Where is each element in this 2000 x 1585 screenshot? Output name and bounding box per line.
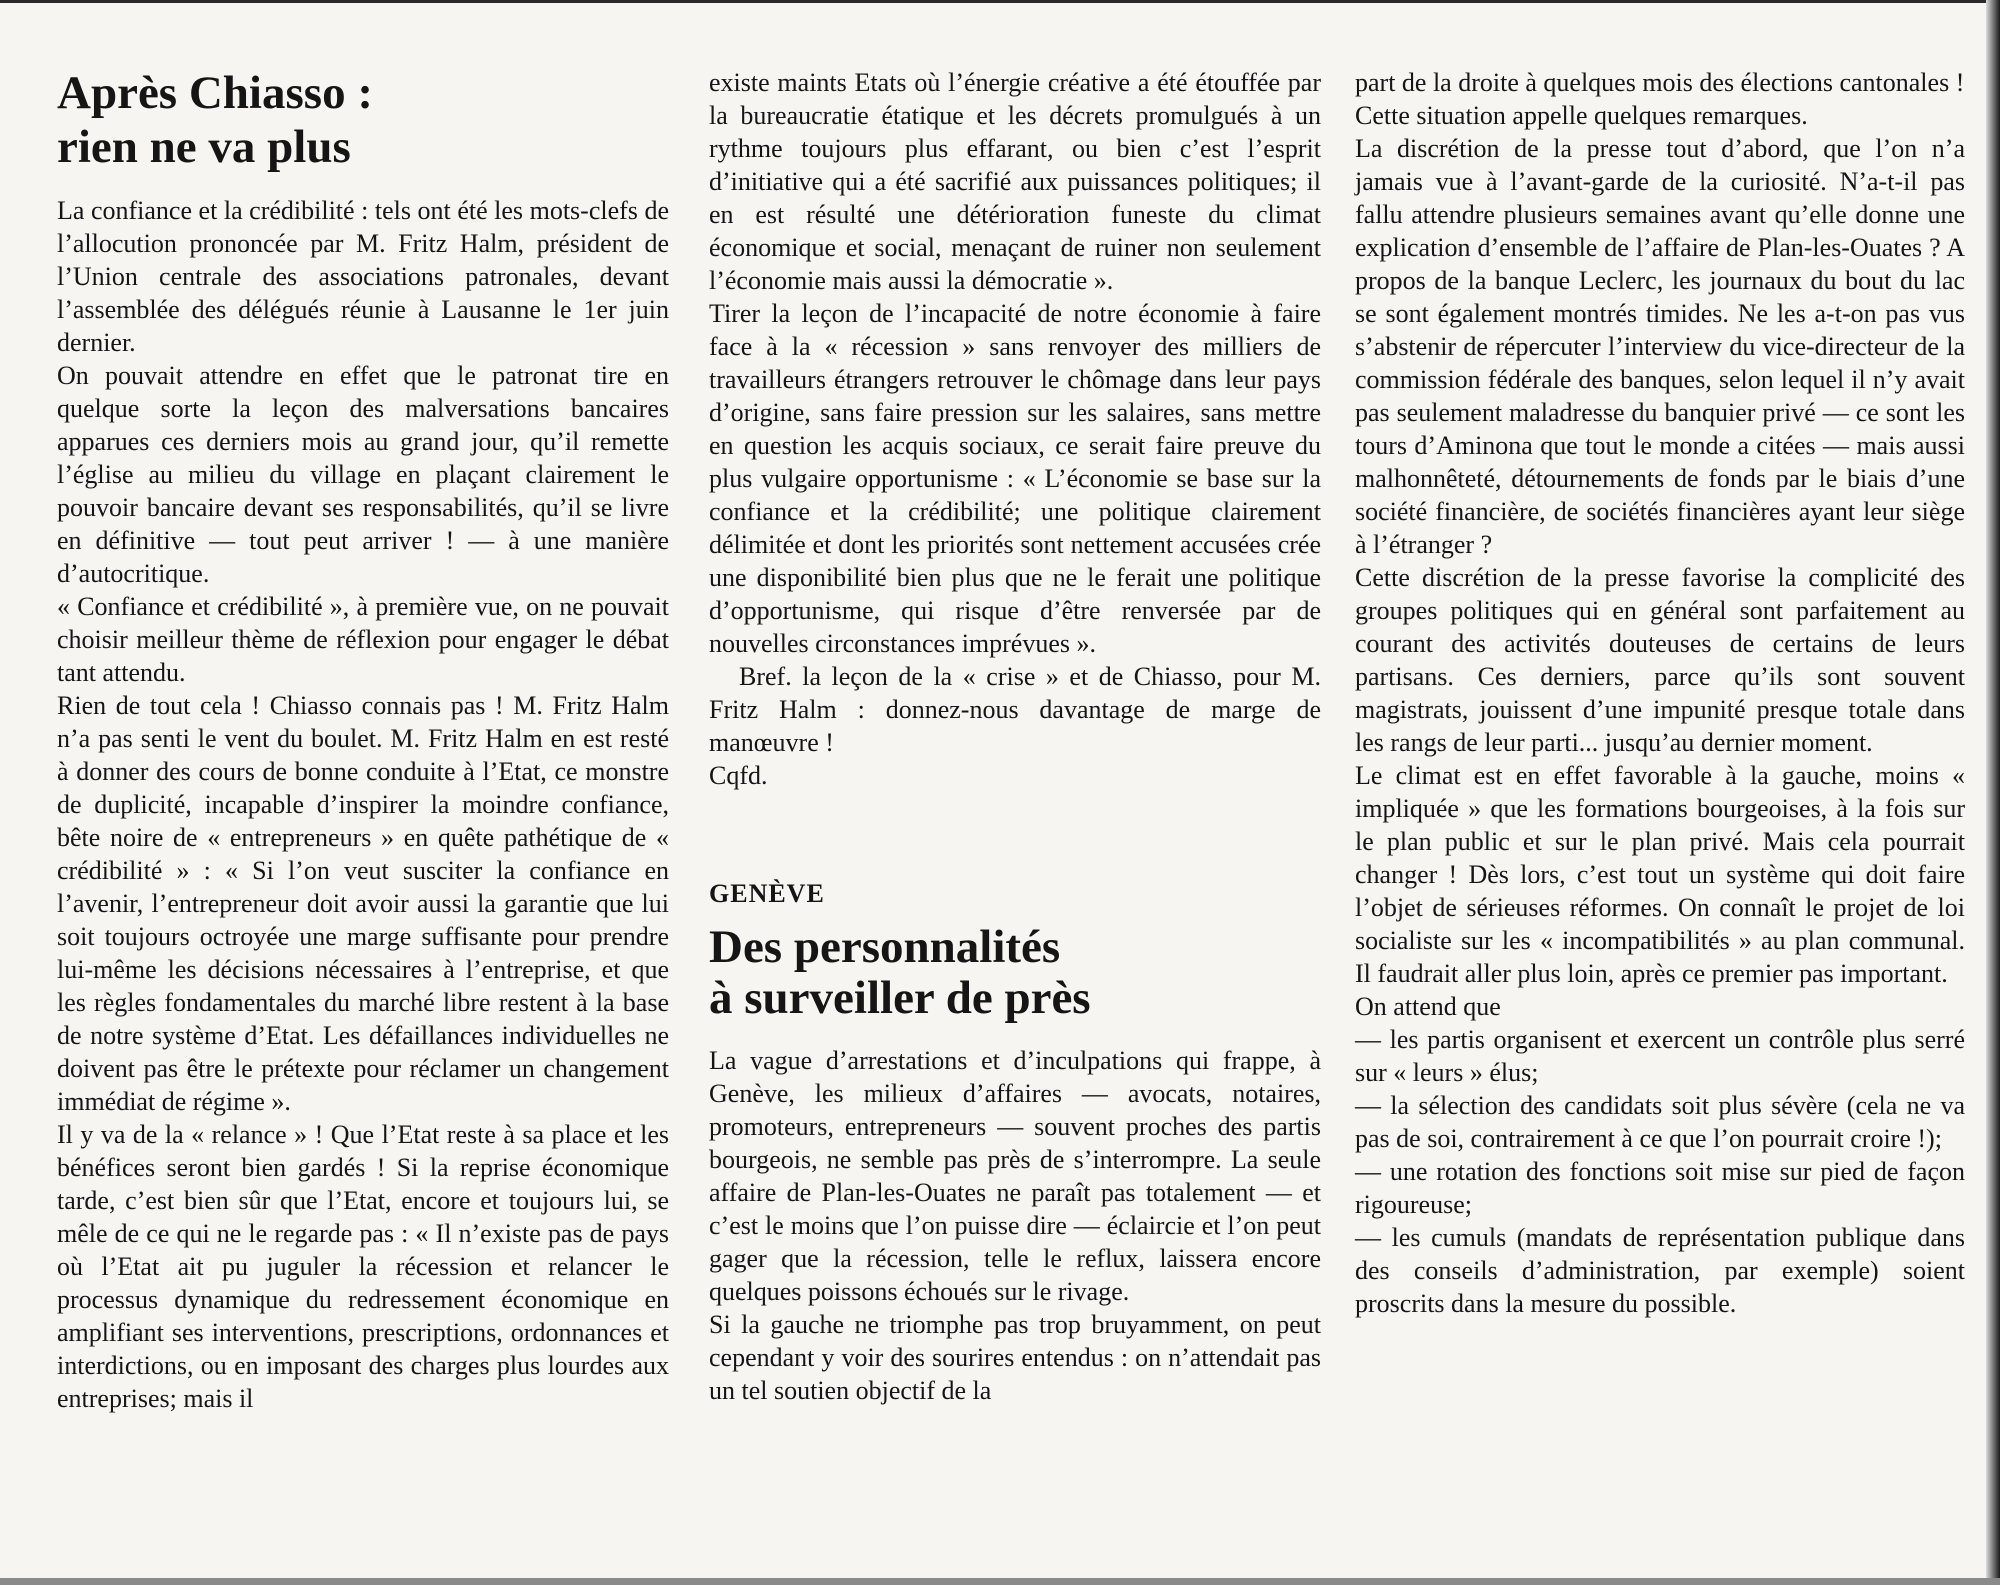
article2-paragraph: part de la droite à quelques mois des élections cantonales ! (1355, 68, 1965, 97)
article2-title-line1: Des personnalités (709, 921, 1061, 973)
article1-headline (57, 66, 669, 174)
article2-paragraph: Le climat est en effet favorable à la gauche, moins « impliquée » que les formations bourgeoises, à la fois sur le plan public et sur le plan privé. Mais cela pourrait changer ! Dès lors, c’est tout un système qui doit faire l’objet de sérieuses réformes. On connaît le projet de loi socialiste sur les « incompatibilités » au plan communal. Il faudrait aller plus loin, après ce premier pas important. (1355, 761, 1965, 988)
article1-paragraph: « Confiance et crédibilité », à première vue, on ne pouvait choisir meilleur thème de réflexion pour engager le débat tant attendu. (57, 592, 669, 687)
article2-list-item: — les cumuls (mandats de représentation publique dans des conseils d’administration, par exemple) soient proscrits dans la mesure du possible. (1355, 1223, 1965, 1318)
article2-paragraph: Cette discrétion de la presse favorise la complicité des groupes politiques qui en général sont parfaitement au courant des activités douteuses de certains de leurs partisans. Ces derniers, parce qu’ils sont souvent magistrats, jouissent d’une impunité presque totale dans les rangs de leur parti... jusqu’au dernier moment. (1355, 563, 1965, 757)
article2-headline (709, 922, 1321, 1024)
article1-title-line2: rien ne va plus (57, 121, 351, 173)
column-1 (57, 66, 669, 1415)
article2-list-item: — les partis organisent et exercent un contrôle plus serré sur « leurs » élus; (1355, 1025, 1965, 1087)
article1-conclusion: Bref. la leçon de la « crise » et de Chiasso, pour M. Fritz Halm : donnez-nous davantage de marge de manœuvre ! (709, 662, 1321, 757)
article2-rubric: GENÈVE (709, 879, 825, 908)
article2-paragraph: Cette situation appelle quelques remarques. (1355, 101, 1808, 130)
article1-paragraph: Il y va de la « relance » ! Que l’Etat reste à sa place et les bénéfices seront bien gardés ! Si la reprise économique tarde, c’est bien sûr que l’Etat, encore et toujours lui, se mêle de ce qui ne le regarde pas : « Il n’existe pas de pays où l’Etat ait pu juguler la récession et relancer le processus dynamique du redressement économique en amplifiant ses interventions, prescriptions, ordonnances et interdictions, ou en imposant des charges plus lourdes aux entreprises; mais il (57, 1120, 669, 1413)
article1-signoff: Cqfd. (709, 761, 768, 790)
article2-paragraph: Si la gauche ne triomphe pas trop bruyamment, on peut cependant y voir des sourires entendus : on n’attendait pas un tel soutien objectif de la (709, 1310, 1321, 1405)
article2-paragraph: La vague d’arrestations et d’inculpations qui frappe, à Genève, les milieux d’affaires — avocats, notaires, promoteurs, entrepreneurs — souvent proches des partis bourgeois, ne semble pas près de s’interrompre. La seule affaire de Plan-les-Ouates ne paraît pas totalement — et c’est le moins que l’on puisse dire — éclaircie et l’on peut gager que la récession, telle le reflux, laissera encore quelques poissons échoués sur le rivage. (709, 1046, 1321, 1306)
scan-edge-right (1986, 0, 2000, 1585)
article2-list-item: — la sélection des candidats soit plus sévère (cela ne va pas de soi, contrairement à ce que l’on pourrait croire !); (1355, 1091, 1965, 1153)
article1-paragraph: Rien de tout cela ! Chiasso connais pas ! M. Fritz Halm n’a pas senti le vent du boulet. M. Fritz Halm en est resté à donner des cours de bonne conduite à l’Etat, ce monstre de duplicité, incapable d’inspirer la moindre confiance, bête noire de « entrepreneurs » en quête pathétique de « crédibilité » : « Si l’on veut susciter la confiance en l’avenir, l’entrepreneur doit avoir aussi la garantie que lui soit toujours octroyée une marge suffisante pour prendre lui-même les décisions nécessaires à l’entreprise, et que les règles fondamentales du marché libre restent à la base de notre système d’Etat. Les défaillances individuelles ne doivent pas être le prétexte pour réclamer un changement immédiat de régime ». (57, 691, 669, 1116)
article2-paragraph: On attend que (1355, 992, 1501, 1021)
article1-paragraph: existe maints Etats où l’énergie créative a été étouffée par la bureaucratie étatique et les décrets promulgués à un rythme toujours plus effarant, ou bien c’est l’esprit d’initiative qui a été sacrifié aux puissances politiques; il en est résulté une détérioration funeste du climat économique et social, menaçant de ruiner non seulement l’économie mais aussi la démocratie ». (709, 68, 1321, 295)
article1-title-line1: Après Chiasso : (57, 67, 373, 119)
scan-edge-top (0, 0, 2000, 3)
article2-list-item: — une rotation des fonctions soit mise sur pied de façon rigoureuse; (1355, 1157, 1965, 1219)
article2-title-line2: à surveiller de près (709, 972, 1091, 1024)
scan-edge-bottom (0, 1578, 2000, 1585)
article1-paragraph: On pouvait attendre en effet que le patronat tire en quelque sorte la leçon des malversations bancaires apparues ces derniers mois au grand jour, qu’il remette l’église au milieu du village en plaçant clairement le pouvoir bancaire devant ses responsabilités, qu’il se livre en définitive — tout peut arriver ! — à une manière d’autocritique. (57, 361, 669, 588)
article1-paragraph: Tirer la leçon de l’incapacité de notre économie à faire face à la « récession » sans renvoyer des milliers de travailleurs étrangers retrouver le chômage dans leur pays d’origine, sans faire pression sur les salaires, sans mettre en question les acquis sociaux, ce serait faire preuve du plus vulgaire opportunisme : « L’économie se base sur la confiance et la crédibilité; une politique clairement délimitée et dont les priorités sont nettement accusées crée une disponibilité bien plus que ne le ferait une politique d’opportunisme, qui risque d’être renversée par de nouvelles circonstances imprévues ». (709, 299, 1321, 658)
column-2 (709, 66, 1321, 1407)
article1-paragraph: La confiance et la crédibilité : tels ont été les mots-clefs de l’allocution prononcée par M. Fritz Halm, président de l’Union centrale des associations patronales, devant l’assemblée des délégués réunie à Lausanne le 1er juin dernier. (57, 196, 669, 357)
article2-paragraph: La discrétion de la presse tout d’abord, que l’on n’a jamais vue à l’avant-garde de la curiosité. N’a-t-il pas fallu attendre plusieurs semaines avant qu’elle donne une explication d’ensemble de l’affaire de Plan-les-Ouates ? A propos de la banque Leclerc, les journaux du bout du lac se sont également montrés timides. Ne les a-t-on pas vus s’abstenir de répercuter l’interview du vice-directeur de la commission fédérale des banques, selon lequel il n’y avait pas seulement maladresse du banquier privé — ce sont les tours d’Aminona que tout le monde a citées — mais aussi malhonnêteté, détournements de fonds par le biais d’une société financière, de sociétés financières ayant leur siège à l’étranger ? (1355, 134, 1965, 559)
column-3 (1355, 66, 1965, 1320)
